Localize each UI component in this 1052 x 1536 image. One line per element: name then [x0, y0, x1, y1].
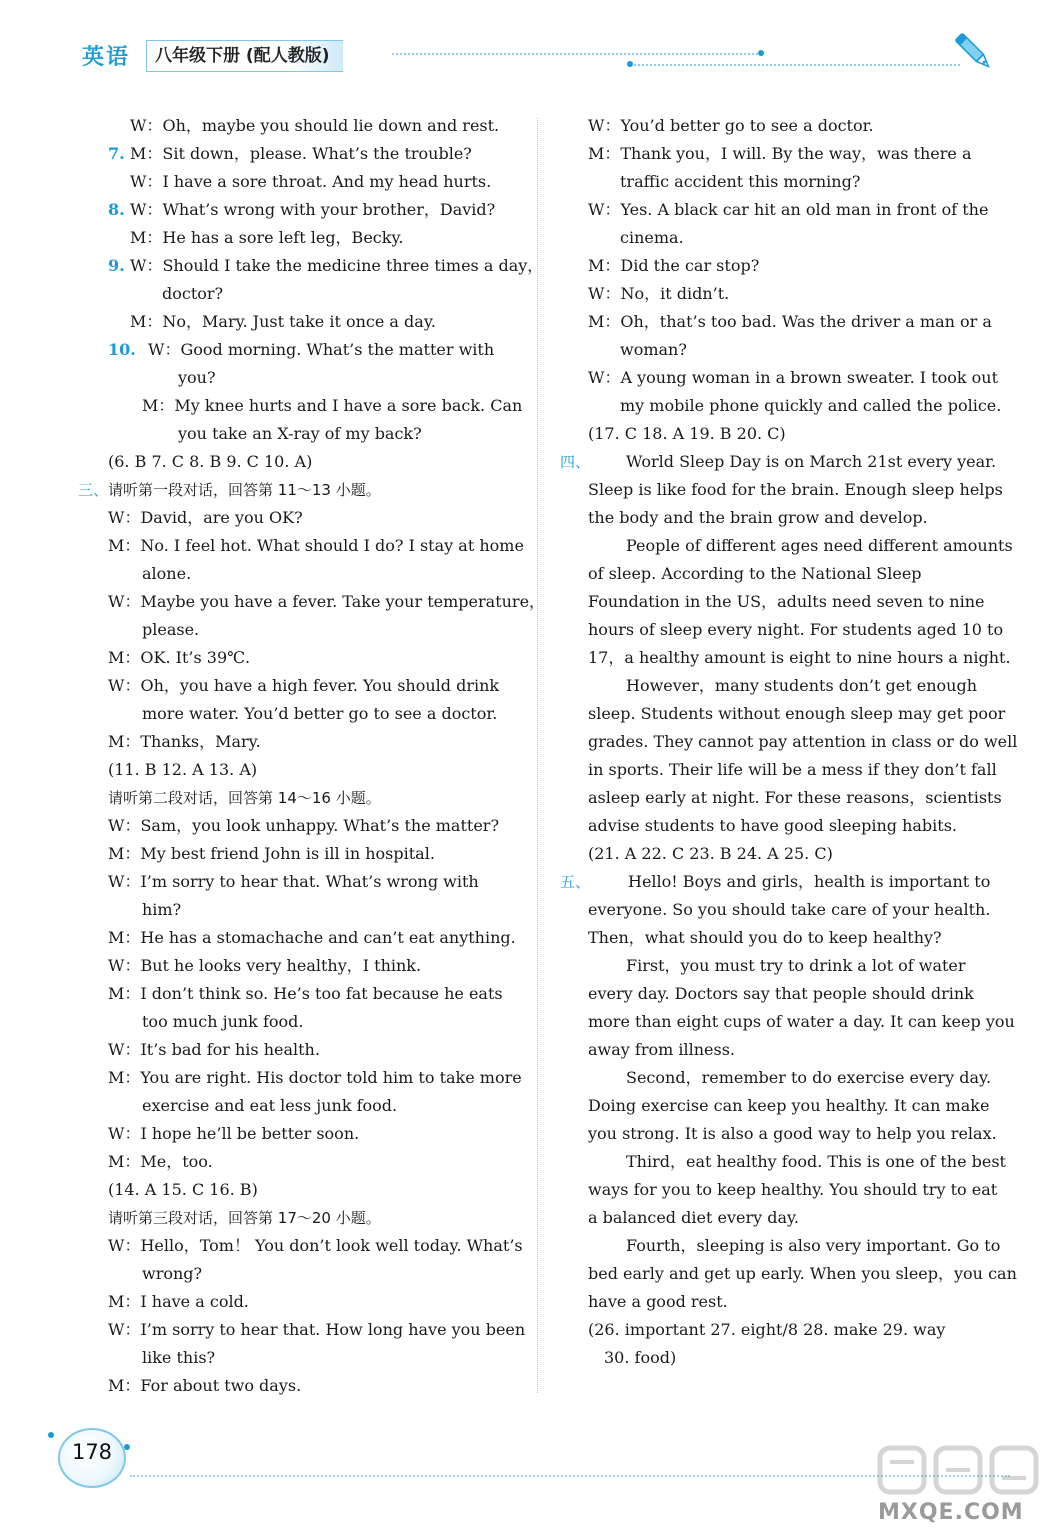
dialogue-line: 8. W：What’s wrong with your brother，David?	[108, 196, 520, 224]
passage-line: Then，what should you do to keep healthy?	[588, 928, 942, 947]
dialogue-line: alone.	[142, 564, 192, 583]
dialogue-line: W：A young woman in a brown sweater. I took out	[588, 368, 998, 387]
dialogue-line: M：Me，too.	[108, 1152, 213, 1171]
dialogue-line: M：I have a cold.	[108, 1292, 249, 1311]
pen-icon	[950, 28, 1000, 78]
passage-line: advise students to have good sleeping habits.	[588, 816, 957, 835]
dialogue-line: M：Oh，that’s too bad. Was the driver a man or a	[588, 312, 992, 331]
dialogue-line: W：I’m sorry to hear that. What’s wrong with	[108, 872, 479, 891]
dialogue-line: W：I have a sore throat. And my head hurts.	[130, 172, 492, 191]
grade-label: 八年级下册	[155, 46, 240, 66]
dialogue-line: traffic accident this morning?	[620, 172, 861, 191]
passage-line: sleep. Students without enough sleep may get poor	[588, 704, 1006, 723]
right-column	[560, 112, 1018, 1372]
watermark-text: MXQE.COM	[878, 1500, 1024, 1525]
passage-line: 17，a healthy amount is eight to nine hours a night.	[588, 648, 1011, 667]
dialogue-line: W：Oh，maybe you should lie down and rest.	[130, 116, 500, 135]
dialogue-line: more water. You’d better go to see a doctor.	[142, 704, 498, 723]
dialogue-line: 10. W：Good morning. What’s the matter with	[108, 336, 520, 364]
dialogue-line: M：OK. It’s 39℃.	[108, 648, 251, 667]
answer-key: (21. A 22. C 23. B 24. A 25. C)	[588, 844, 833, 863]
subject-label: 英语	[82, 45, 131, 70]
dialogue-line: 9. W：Should I take the medicine three times a day，	[108, 252, 520, 280]
dialogue-line: like this?	[142, 1348, 216, 1367]
header-dot	[627, 61, 633, 67]
header-dot	[758, 50, 764, 56]
dialogue-line: W：You’d better go to see a doctor.	[588, 116, 874, 135]
grade-edition-box	[146, 40, 343, 72]
dialogue-line: M：Thank you，I will. By the way，was there a	[588, 144, 972, 163]
passage-line: you strong. It is also a good way to help you relax.	[588, 1124, 997, 1143]
dialogue-line: W：David，are you OK?	[108, 508, 303, 527]
passage-line: Third，eat healthy food. This is one of the best	[626, 1152, 1006, 1171]
question-number: 8.	[108, 200, 125, 219]
column-divider	[537, 118, 538, 1393]
dialogue-line: M：No. I feel hot. What should I do? I stay at home	[108, 536, 524, 555]
passage-line: a balanced diet every day.	[588, 1208, 799, 1227]
header-dotted-line	[392, 53, 762, 55]
question-number: 10.	[108, 340, 136, 359]
section-instruction: 请听第三段对话，回答第 17～20 小题。	[108, 1209, 381, 1227]
dialogue-line: you take an X-ray of my back?	[178, 424, 422, 443]
dialogue-line: M：He has a stomachache and can’t eat anything.	[108, 928, 516, 947]
dialogue-line: W：Sam，you look unhappy. What’s the matter?	[108, 816, 500, 835]
answer-key: (17. C 18. A 19. B 20. C)	[588, 424, 786, 443]
passage-line: 五、 Hello! Boys and girls，health is important to	[560, 868, 1000, 896]
passage-line: Second，remember to do exercise every day.	[626, 1068, 992, 1087]
dialogue-line: cinema.	[620, 228, 684, 247]
section-marker: 五、	[560, 873, 591, 891]
passage-line: every day. Doctors say that people should drink	[588, 984, 974, 1003]
passage-line: in sports. Their life will be a mess if they don’t fall	[588, 760, 997, 779]
dialogue-line: W：I hope he’ll be better soon.	[108, 1124, 360, 1143]
dialogue-line: M：For about two days.	[108, 1376, 302, 1395]
passage-line: away from illness.	[588, 1040, 735, 1059]
passage-line: ways for you to keep healthy. You should try to eat	[588, 1180, 998, 1199]
passage-line: hours of sleep every night. For students aged 10 to	[588, 620, 1004, 639]
dialogue-line: him?	[142, 900, 182, 919]
answer-key: (26. important 27. eight/8 28. make 29. way	[588, 1320, 946, 1339]
dialogue-line: W：No，it didn’t.	[588, 284, 730, 303]
passage-line: However，many students don’t get enough	[626, 676, 978, 695]
question-number: 7.	[108, 144, 125, 163]
section-marker: 四、	[560, 453, 591, 471]
dialogue-line: you?	[178, 368, 216, 387]
passage-line: Sleep is like food for the brain. Enough sleep helps	[588, 480, 1003, 499]
footer-dot	[48, 1432, 54, 1438]
dialogue-line: woman?	[620, 340, 687, 359]
passage-line: 四、 World Sleep Day is on March 21st every year.	[560, 448, 1000, 476]
dialogue-line: doctor?	[162, 284, 224, 303]
passage-line: everyone. So you should take care of your health.	[588, 900, 991, 919]
dialogue-line: wrong?	[142, 1264, 203, 1283]
dialogue-line: W：Yes. A black car hit an old man in front of the	[588, 200, 989, 219]
passage-line: more than eight cups of water a day. It can keep you	[588, 1012, 1015, 1031]
answer-key: (11. B 12. A 13. A)	[108, 760, 258, 779]
dialogue-line: my mobile phone quickly and called the police.	[620, 396, 1002, 415]
dialogue-line: W：It’s bad for his health.	[108, 1040, 320, 1059]
dialogue-line: W：But he looks very healthy，I think.	[108, 956, 422, 975]
section-instruction: 请听第二段对话，回答第 14～16 小题。	[108, 789, 381, 807]
section-marker: 三、	[78, 481, 109, 499]
dialogue-line: M：Did the car stop?	[588, 256, 760, 275]
dialogue-line: M：You are right. His doctor told him to take more	[108, 1068, 522, 1087]
dialogue-line: M：No，Mary. Just take it once a day.	[130, 312, 436, 331]
passage-line: First，you must try to drink a lot of water	[626, 956, 966, 975]
answer-key: (14. A 15. C 16. B)	[108, 1180, 258, 1199]
passage-line: grades. They cannot pay attention in class or do well	[588, 732, 1018, 751]
left-column	[78, 112, 546, 1400]
question-number: 9.	[108, 256, 125, 275]
passage-line: the body and the brain grow and develop.	[588, 508, 928, 527]
page-number: 178	[71, 1440, 113, 1464]
dialogue-line: W：I’m sorry to hear that. How long have you been	[108, 1320, 526, 1339]
passage-line: asleep early at night. For these reasons，scientists	[588, 788, 1002, 807]
passage-line: Foundation in the US，adults need seven to nine	[588, 592, 985, 611]
dialogue-line: W：Hello，Tom！ You don’t look well today. What’s	[108, 1236, 523, 1255]
dialogue-line: too much junk food.	[142, 1012, 304, 1031]
dialogue-line: 7. M：Sit down，please. What’s the trouble?	[108, 140, 520, 168]
passage-line: of sleep. According to the National Sleep	[588, 564, 922, 583]
dialogue-line: exercise and eat less junk food.	[142, 1096, 398, 1115]
dialogue-line: please.	[142, 620, 200, 639]
dialogue-line: M：He has a sore left leg，Becky.	[130, 228, 404, 247]
answer-key: (6. B 7. C 8. B 9. C 10. A)	[108, 452, 313, 471]
edition-label: (配人教版)	[245, 46, 330, 66]
passage-line: People of different ages need different amounts	[626, 536, 1013, 555]
page-header	[0, 0, 1052, 90]
passage-line: Fourth，sleeping is also very important. Go to	[626, 1236, 1001, 1255]
dialogue-line: M：My knee hurts and I have a sore back. Can	[142, 396, 523, 415]
dialogue-line: M：Thanks，Mary.	[108, 732, 261, 751]
dialogue-line: W：Oh，you have a high fever. You should drink	[108, 676, 500, 695]
passage-line: have a good rest.	[588, 1292, 728, 1311]
dialogue-line: M：I don’t think so. He’s too fat because he eats	[108, 984, 503, 1003]
header-dotted-line-lower	[630, 64, 960, 66]
passage-line: Doing exercise can keep you healthy. It can make	[588, 1096, 990, 1115]
dialogue-line: M：My best friend John is ill in hospital.	[108, 844, 435, 863]
passage-line: bed early and get up early. When you sleep，you can	[588, 1264, 1017, 1283]
section-instruction: 三、 请听第一段对话，回答第 11～13 小题。	[108, 476, 520, 504]
answer-key: 30. food)	[604, 1348, 677, 1367]
dialogue-line: W：Maybe you have a fever. Take your temperature，	[108, 592, 546, 611]
